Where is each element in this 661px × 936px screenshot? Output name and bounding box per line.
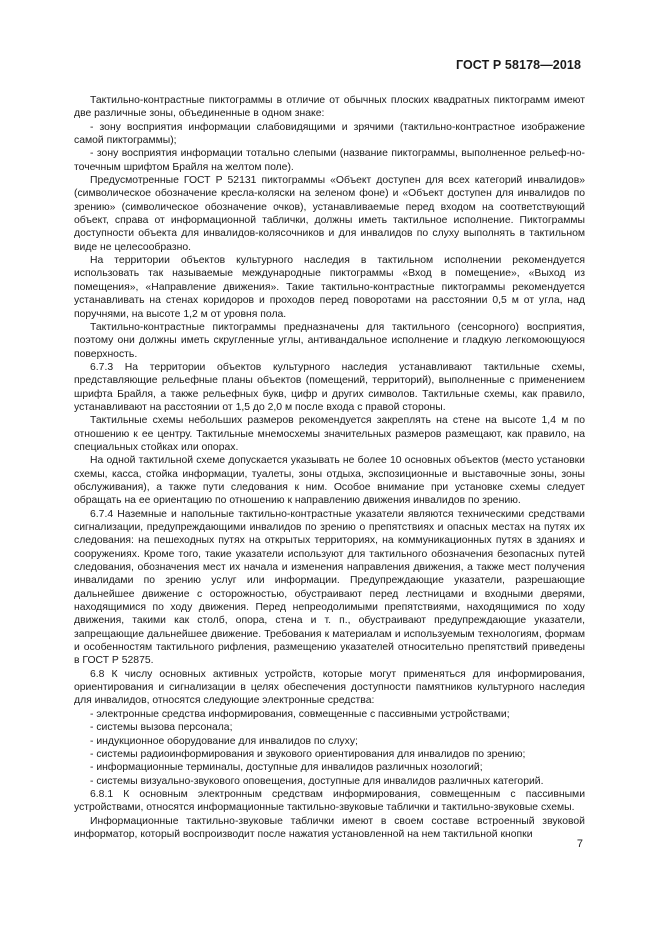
page-number: 7 (576, 838, 583, 850)
document-body (74, 94, 585, 841)
paragraph: На территории объектов культурного наследия в тактильном исполнении рекомендуется использовать так называемые международные пиктограммы «Вход в помещение», «Выход из помещения», «Направление движения». Такие тактильно-контрастные пиктограммы рекомендуется устанавливать на стенах коридоров и проходов перед поворотами на расстоянии 0,5 м от угла, над поручнями, на высоте 1,2 м от уровня пола. (74, 255, 585, 320)
list-item: - системы радиоинформирования и звукового ориентирования для инвалидов по зрению; (90, 748, 526, 760)
paragraph: Информационные тактильно-звуковые таблички имеют в своем составе встроенный звуковой информатор, который воспроизводит после нажатия установленной на нем тактильной кнопки (74, 815, 585, 840)
list-item: - информационные терминалы, доступные для инвалидов различных нозологий; (90, 762, 483, 774)
paragraph: Тактильно-контрастные пиктограммы в отличие от обычных плоских квадратных пиктограмм имеют две различные зоны, объединенные в одном знаке: (74, 95, 585, 120)
paragraph: На одной тактильной схеме допускается указывать не более 10 основных объектов (место установки схемы, касса, стойка информации, туалеты, зоны отдыха, экспозиционные и выставочные зоны, зоны обслуживания), а также пути следования к ним. Особое внимание при установке схемы следует обращать на ее ориентацию по отношению к направлению движения инвалидов по зрению. (74, 455, 585, 507)
list-item: - системы вызова персонала; (90, 722, 233, 734)
list-item: - индукционное оборудование для инвалидов по слуху; (90, 735, 358, 747)
section-6-8-1: 6.8.1 К основным электронным средствам информирования, совмещенным с пассивными устройствами, относятся информационные тактильно-звуковые таблички и тактильно-звуковые схемы. (74, 788, 585, 814)
paragraph: Предусмотренные ГОСТ Р 52131 пиктограммы «Объект доступен для всех категорий инвалидов» (символическое обозначение кресла-коляски на зеленом фоне) и «Объект доступен для инвалидов по зрению» (символическое обозначение очков), устанавливаемые перед входом на соответствующий объект, справа от информационной таблички, должны иметь тактильное исполнение. Пиктограммы доступности объекта для инвалидов-колясочников и для инвалидов по слуху выполнять в тактильном виде не целесообразно. (74, 175, 585, 253)
section-6-7-3: 6.7.3 На территории объектов культурного наследия устанавливают тактильные схемы, представляющие рельефные планы объектов (помещений, территорий), выполненные с применением шрифта Брайля, а также рельефных букв, цифр и других символов. Тактильные схемы, как правило, устанавливают на расстоянии от 1,5 до 2,0 м после входа с правой стороны. (74, 361, 585, 413)
paragraph: Тактильные схемы небольших размеров рекомендуется закреплять на стене на высоте 1,4 м по отношению к ее центру. Тактильные мнемосхемы значительных размеров размещают, как правило, на специальных стойках или опорах. (74, 415, 585, 453)
paragraph: Тактильно-контрастные пиктограммы предназначены для тактильного (сенсорного) восприятия, поэтому они должны иметь скругленные углы, антивандальное исполнение и гладкую легкомоющуюся поверхность. (74, 321, 585, 360)
section-6-7-4: 6.7.4 Наземные и напольные тактильно-контрастные указатели являются техническими средствами сигнализации, предупреждающими инвалидов по зрению о препятствиях и опасных местах на путях их следования: на пешеходных путях на открытых территориях, на коммуникационных путях в зданиях и сооружениях. Кроме того, такие указатели используют для тактильного обозначения безопасных путей следования, обозначения мест их начала и изменения направления движения, а также мест получения инвалидами по зрению услуг или информации. Предупреждающие указатели, разрешающие дальнейшее движение с осторожностью, обустраивают перед лестницами и входными дверями, находящимися по ходу движения. Перед непреодолимыми препятствиями, находящимися по ходу движения, такими как столб, опора, стена и т. п., обустраивают предупреждающие указатели, запрещающие дальнейшее движение. Требования к материалам и используемым технологиям, формам и особенностям тактильного рифления, размещению указателей относительно препятствий приведены в ГОСТ Р 52875. (74, 508, 585, 667)
list-item: - зону восприятия информации слабовидящими и зрячими (тактильно-контрастное изображение самой пиктограммы); (74, 121, 585, 147)
list-item: - электронные средства информирования, совмещенные с пассивными устройствами; (90, 708, 510, 720)
list-item: - системы визуально-звукового оповещения, доступные для инвалидов различных категорий. (90, 775, 544, 787)
section-6-8: 6.8 К числу основных активных устройств, которые могут применяться для информирования, ориентирования и сигнализации в целях обеспечения доступности памятников культурного наследия для инвалидов, относятся следующие электронные средства: (74, 668, 585, 707)
list-item: - зону восприятия информации тотально слепыми (название пиктограммы, выполненное рельеф-но-точечным шрифтом Брайля на желтом поле). (74, 148, 585, 173)
document-header: ГОСТ Р 58178—2018 (455, 58, 581, 72)
